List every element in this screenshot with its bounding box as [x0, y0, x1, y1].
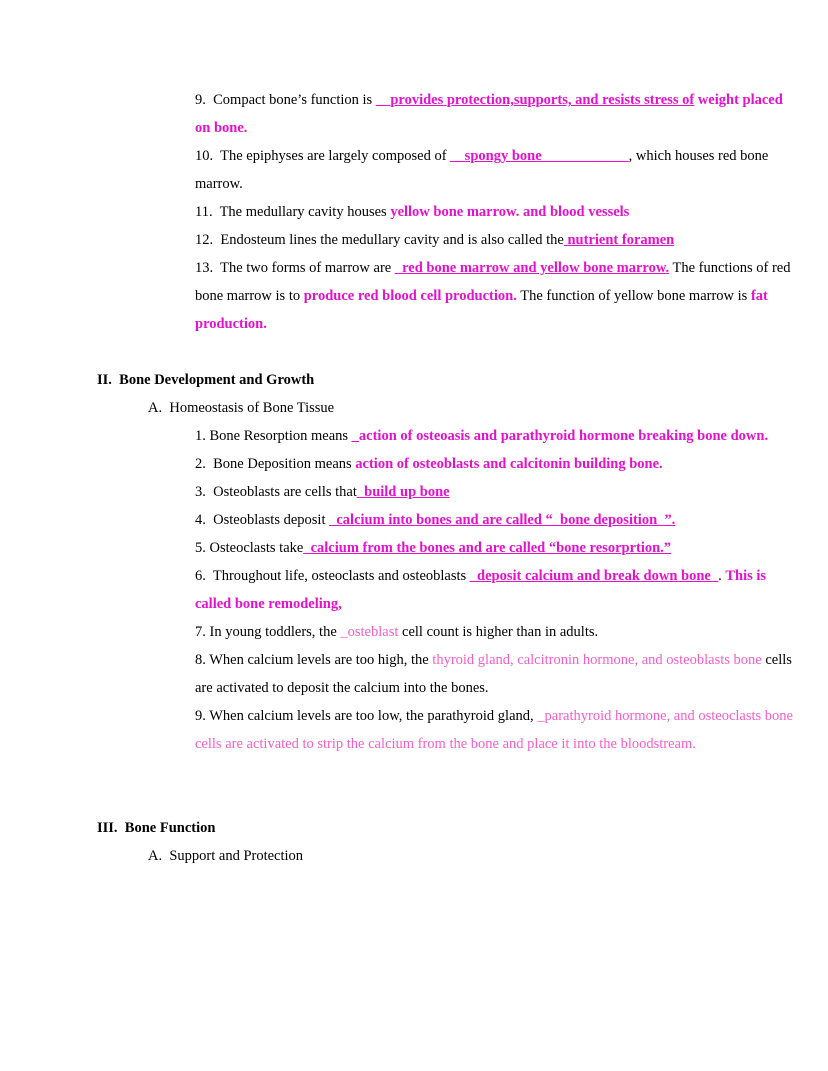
answer-run: fat production.	[195, 288, 772, 332]
text-run: 3. Osteoblasts are cells that	[195, 484, 357, 500]
text-run: cells are activated to deposit the calcium into the bones.	[195, 652, 796, 696]
paragraph	[195, 618, 793, 646]
text-run: 2. Bone Deposition means	[195, 456, 356, 472]
answer-run: action of osteoblasts and calcitonin building bone.	[355, 456, 663, 472]
answer-run: _calcium into bones and are called “_bone deposition_”.	[329, 512, 676, 528]
answer-run: _deposit calcium and break down bone_	[469, 568, 719, 584]
text-run: 11. The medullary cavity houses	[195, 204, 391, 220]
text-run: cell count is higher than in adults.	[398, 624, 599, 640]
text-run: 10. The epiphyses are largely composed of	[195, 148, 451, 164]
text-run: 12. Endosteum lines the medullary cavity and is also called the	[195, 232, 564, 248]
text-run: 13. The two forms of marrow are	[195, 260, 395, 276]
paragraph	[195, 534, 793, 562]
answer-run: nutrient foramen	[563, 232, 675, 248]
text-run: 4. Osteoblasts deposit	[195, 512, 330, 528]
text-run: II. Bone Development and Growth	[97, 372, 315, 388]
text-run: .	[718, 568, 726, 584]
text-run: A. Support and Protection	[148, 848, 304, 864]
answer-run: thyroid gland, calcitronin hormone, and osteoblasts bone	[432, 652, 762, 668]
text-run: 7. In young toddlers, the	[195, 624, 341, 640]
text-run: The function of yellow bone marrow is	[516, 288, 751, 304]
answer-run: __spongy bone____________	[450, 148, 629, 164]
text-run: 5. Osteoclasts take	[195, 540, 304, 556]
answer-run: _build up bone	[356, 484, 450, 500]
text-run: 1. Bone Resorption means	[195, 428, 352, 444]
paragraph	[195, 478, 793, 506]
section-heading	[97, 366, 793, 394]
paragraph	[148, 842, 793, 870]
paragraph	[195, 198, 793, 226]
paragraph	[148, 394, 793, 422]
answer-run: _osteblast	[340, 624, 399, 640]
paragraph	[195, 254, 793, 338]
paragraph	[195, 702, 797, 758]
text-run: 9. Compact bone’s function is	[195, 92, 376, 108]
paragraph	[195, 506, 793, 534]
text-run: The functions of red bone marrow is to	[195, 260, 795, 304]
text-run: A. Homeostasis of Bone Tissue	[148, 400, 335, 416]
paragraph	[195, 422, 793, 450]
paragraph	[195, 86, 793, 142]
paragraph	[195, 142, 793, 198]
answer-run: produce red blood cell production.	[303, 288, 517, 304]
paragraph	[195, 226, 793, 254]
text-run: III. Bone Function	[97, 820, 216, 836]
answer-run: weight placed on bone.	[195, 92, 787, 136]
answer-run: This is called bone remodeling,	[195, 568, 770, 612]
answer-run: __provides protection,supports, and resists stress of	[375, 92, 695, 108]
answer-run: _calcium from the bones and are called “bone resorprtion.”	[303, 540, 672, 556]
text-run: 6. Throughout life, osteoclasts and osteoblasts	[195, 568, 470, 584]
answer-run: _red bone marrow and yellow bone marrow.	[394, 260, 670, 276]
paragraph	[195, 646, 796, 702]
answer-run: _action of osteoasis and parathyroid hormone breaking bone down.	[351, 428, 769, 444]
paragraph	[195, 450, 793, 478]
text-run: , which houses red bone marrow.	[195, 148, 772, 192]
answer-run: _parathyroid hormone, and osteoclasts bone cells are activated to strip the calcium from the bone and place it into the bloodstream.	[195, 708, 797, 752]
text-run: 8. When calcium levels are too high, the	[195, 652, 433, 668]
text-run: 9. When calcium levels are too low, the parathyroid gland,	[195, 708, 538, 724]
section-heading	[97, 814, 793, 842]
paragraph	[195, 562, 793, 618]
answer-run: yellow bone marrow. and blood vessels	[390, 204, 630, 220]
